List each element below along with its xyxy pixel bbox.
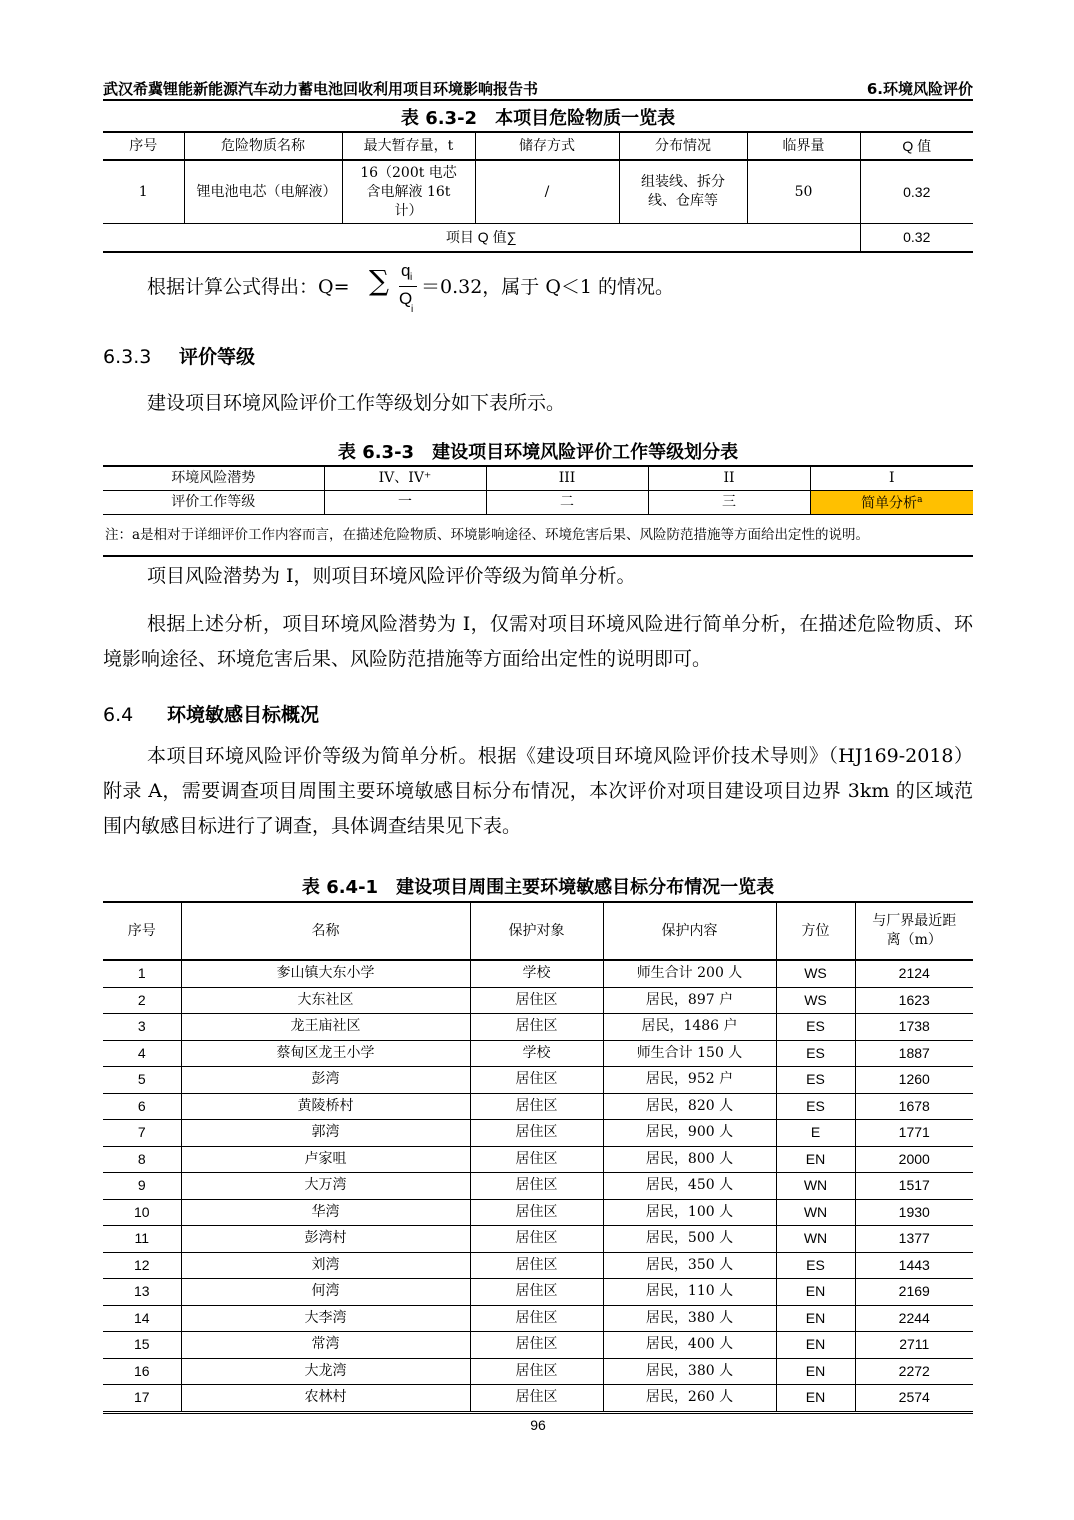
table-cell: 居住区 bbox=[470, 1358, 603, 1385]
footnote-marker: a bbox=[917, 495, 923, 506]
table-cell: 14 bbox=[103, 1305, 181, 1332]
table-header-cell: 危险物质名称 bbox=[184, 132, 342, 160]
table-cell: 华湾 bbox=[181, 1199, 470, 1226]
table-header-cell: 储存方式 bbox=[475, 132, 619, 160]
table-cell: 13 bbox=[103, 1279, 181, 1306]
table-cell: 0.32 bbox=[860, 160, 973, 224]
table-cell: 9 bbox=[103, 1173, 181, 1200]
table-cell: EN bbox=[776, 1332, 855, 1359]
table-cell: 蔡甸区龙王小学 bbox=[181, 1040, 470, 1067]
table-cell: 常湾 bbox=[181, 1332, 470, 1359]
table-cell: / bbox=[475, 160, 619, 224]
table-cell: 3 bbox=[103, 1014, 181, 1041]
table-cell: 2244 bbox=[855, 1305, 973, 1332]
formula-num-subscript: i bbox=[410, 272, 413, 283]
table-header-cell: 分布情况 bbox=[619, 132, 747, 160]
table-cell: 何湾 bbox=[181, 1279, 470, 1306]
table-cell: 2124 bbox=[855, 960, 973, 987]
table-633 bbox=[103, 465, 973, 557]
paragraph-survey: 本项目环境风险评价等级为简单分析。根据《建设项目环境风险评价技术导则》（HJ169-2018）附录 A，需要调查项目周围主要环境敏感目标分布情况，本次评价对项目建设项目边界 3km 的区域范围内敏感目标进行了调查，具体调查结果见下表。 bbox=[103, 745, 973, 837]
table-cell: I bbox=[810, 466, 973, 491]
table-cell: EN bbox=[776, 1279, 855, 1306]
table-cell: 评价工作等级 bbox=[103, 491, 324, 515]
section-number: 6.3.3 bbox=[103, 346, 152, 368]
table-cell: 三 bbox=[648, 491, 810, 515]
table-row bbox=[103, 1093, 973, 1120]
table-header-cell: 与厂界最近距离（m） bbox=[855, 902, 973, 960]
table-cell: 居住区 bbox=[470, 1279, 603, 1306]
running-header bbox=[103, 76, 973, 98]
table-cell: 16（200t 电芯含电解液 16t 计） bbox=[342, 160, 475, 224]
fraction-bar bbox=[399, 286, 417, 287]
table-cell: 16 bbox=[103, 1358, 181, 1385]
table-cell: 1930 bbox=[855, 1199, 973, 1226]
table-cell: 居住区 bbox=[470, 1067, 603, 1094]
table-cell: 奓山镇大东小学 bbox=[181, 960, 470, 987]
table-cell: 2272 bbox=[855, 1358, 973, 1385]
table-cell: 郭湾 bbox=[181, 1120, 470, 1147]
table-cell: WS bbox=[776, 987, 855, 1014]
table-cell: 大万湾 bbox=[181, 1173, 470, 1200]
table-cell: 居住区 bbox=[470, 1146, 603, 1173]
table-cell: 师生合计 200 人 bbox=[603, 960, 776, 987]
table-sum-row bbox=[103, 224, 973, 253]
table-cell: 组装线、拆分线、仓库等 bbox=[619, 160, 747, 224]
table-cell: EN bbox=[776, 1146, 855, 1173]
table-cell: ES bbox=[776, 1040, 855, 1067]
table-cell: WS bbox=[776, 960, 855, 987]
header-rule bbox=[103, 99, 973, 101]
table-cell: 学校 bbox=[470, 1040, 603, 1067]
table-cell: 1 bbox=[103, 960, 181, 987]
table-cell: 居住区 bbox=[470, 1199, 603, 1226]
table-cell: 居民，350 人 bbox=[603, 1252, 776, 1279]
table-row bbox=[103, 1014, 973, 1041]
table-cell: 居民，800 人 bbox=[603, 1146, 776, 1173]
table-cell: IV、IV⁺ bbox=[324, 466, 486, 491]
table-cell: 大龙湾 bbox=[181, 1358, 470, 1385]
formula-den-subscript: i bbox=[411, 304, 414, 315]
table-row bbox=[103, 1252, 973, 1279]
table-cell: 居民，1486 户 bbox=[603, 1014, 776, 1041]
table-cell: 彭湾 bbox=[181, 1067, 470, 1094]
section-title: 环境敏感目标概况 bbox=[167, 704, 320, 726]
report-title: 武汉希冀锂能新能源汽车动力蓄电池回收利用项目环境影响报告书 bbox=[103, 80, 539, 98]
table-cell: 居住区 bbox=[470, 987, 603, 1014]
table-cell: 10 bbox=[103, 1199, 181, 1226]
paragraph-analysis: 根据上述分析，项目环境风险潜势为 I，仅需对项目环境风险进行简单分析，在描述危险物质、环境影响途径、环境危害后果、风险防范措施等方面给出定性的说明即可。 bbox=[103, 613, 973, 670]
table-cell: 6 bbox=[103, 1093, 181, 1120]
table-header-cell: Q 值 bbox=[860, 132, 973, 160]
table-cell: 居住区 bbox=[470, 1305, 603, 1332]
table-header-cell: 方位 bbox=[776, 902, 855, 960]
chapter-label: 6.环境风险评价 bbox=[866, 80, 973, 98]
table-header-cell: 序号 bbox=[103, 902, 181, 960]
section-633-intro: 建设项目环境风险评价工作等级划分如下表所示。 bbox=[147, 392, 566, 414]
page-number: 96 bbox=[530, 1417, 546, 1433]
table-cell: 4 bbox=[103, 1040, 181, 1067]
table-cell: 刘湾 bbox=[181, 1252, 470, 1279]
table-cell: 师生合计 150 人 bbox=[603, 1040, 776, 1067]
table-cell: EN bbox=[776, 1385, 855, 1413]
table-cell: 居住区 bbox=[470, 1173, 603, 1200]
table-header-cell: 临界量 bbox=[747, 132, 860, 160]
section-title: 评价等级 bbox=[179, 346, 256, 368]
table-cell: 1517 bbox=[855, 1173, 973, 1200]
table-note-row bbox=[103, 515, 973, 557]
table-header-cell: 最大暂存量，t bbox=[342, 132, 475, 160]
table-cell: 2574 bbox=[855, 1385, 973, 1413]
table-cell: 11 bbox=[103, 1226, 181, 1253]
table-header-cell: 保护内容 bbox=[603, 902, 776, 960]
table-row bbox=[103, 1226, 973, 1253]
table-cell: ES bbox=[776, 1093, 855, 1120]
table-cell: 1 bbox=[103, 160, 184, 224]
table-row bbox=[103, 1279, 973, 1306]
table-cell: 15 bbox=[103, 1332, 181, 1359]
table-641-body bbox=[103, 960, 973, 1412]
table-cell: 居民，110 人 bbox=[603, 1279, 776, 1306]
table-cell: 居民，900 人 bbox=[603, 1120, 776, 1147]
table-cell: 1771 bbox=[855, 1120, 973, 1147]
table-cell: 居住区 bbox=[470, 1332, 603, 1359]
table-cell: II bbox=[648, 466, 810, 491]
table-cell: 1738 bbox=[855, 1014, 973, 1041]
table-cell: 2000 bbox=[855, 1146, 973, 1173]
table-cell: WN bbox=[776, 1226, 855, 1253]
table-cell: 居民，260 人 bbox=[603, 1385, 776, 1413]
table-cell: 居住区 bbox=[470, 1120, 603, 1147]
table-641-caption: 表 6.4-1 建设项目周围主要环境敏感目标分布情况一览表 bbox=[301, 877, 775, 898]
table-cell: 12 bbox=[103, 1252, 181, 1279]
section-heading-633 bbox=[103, 342, 255, 369]
table-row bbox=[103, 987, 973, 1014]
table-cell: III bbox=[486, 466, 648, 491]
table-row bbox=[103, 1040, 973, 1067]
table-cell: E bbox=[776, 1120, 855, 1147]
table-header-cell: 名称 bbox=[181, 902, 470, 960]
table-cell: 1887 bbox=[855, 1040, 973, 1067]
table-cell: 居住区 bbox=[470, 1226, 603, 1253]
table-note: 注：a是相对于详细评价工作内容而言，在描述危险物质、环境影响途径、环境危害后果、风险防范措施等方面给出定性的说明。 bbox=[103, 515, 973, 557]
paragraph-risk-potential: 项目风险潜势为 I，则项目环境风险评价等级为简单分析。 bbox=[147, 565, 636, 587]
formula-numerator: q bbox=[401, 261, 411, 280]
table-cell: 17 bbox=[103, 1385, 181, 1413]
formula-sigma: ∑ bbox=[369, 264, 389, 297]
table-cell: 居住区 bbox=[470, 1385, 603, 1413]
table-cell: 居民，100 人 bbox=[603, 1199, 776, 1226]
table-cell: 居住区 bbox=[470, 1093, 603, 1120]
table-cell: 居民，400 人 bbox=[603, 1332, 776, 1359]
table-cell: WN bbox=[776, 1173, 855, 1200]
table-cell: 彭湾村 bbox=[181, 1226, 470, 1253]
table-cell: 大李湾 bbox=[181, 1305, 470, 1332]
table-cell: 居民，820 人 bbox=[603, 1093, 776, 1120]
table-cell: 居住区 bbox=[470, 1014, 603, 1041]
table-cell: 二 bbox=[486, 491, 648, 515]
table-row bbox=[103, 1199, 973, 1226]
table-row bbox=[103, 466, 973, 491]
table-cell: 2711 bbox=[855, 1332, 973, 1359]
table-header-cell: 序号 bbox=[103, 132, 184, 160]
table-cell: 7 bbox=[103, 1120, 181, 1147]
table-cell: EN bbox=[776, 1305, 855, 1332]
table-cell: 居民，380 人 bbox=[603, 1358, 776, 1385]
table-cell: 农林村 bbox=[181, 1385, 470, 1413]
table-cell: 居住区 bbox=[470, 1252, 603, 1279]
table-cell: 1260 bbox=[855, 1067, 973, 1094]
table-row bbox=[103, 1385, 973, 1413]
table-row bbox=[103, 1305, 973, 1332]
table-cell: EN bbox=[776, 1358, 855, 1385]
table-cell: 8 bbox=[103, 1146, 181, 1173]
table-cell: 1443 bbox=[855, 1252, 973, 1279]
table-641-header-row bbox=[103, 902, 973, 960]
table-cell: ES bbox=[776, 1252, 855, 1279]
table-cell: 2 bbox=[103, 987, 181, 1014]
table-641 bbox=[103, 901, 973, 1414]
section-heading-64 bbox=[103, 700, 319, 727]
table-cell: 1623 bbox=[855, 987, 973, 1014]
highlighted-cell-text: 简单分析 bbox=[861, 495, 918, 512]
table-cell: 居民，380 人 bbox=[603, 1305, 776, 1332]
table-cell: 大东社区 bbox=[181, 987, 470, 1014]
table-row bbox=[103, 1120, 973, 1147]
table-row bbox=[103, 1146, 973, 1173]
table-632 bbox=[103, 131, 973, 253]
highlighted-cell bbox=[810, 491, 973, 515]
table-header-cell: 保护对象 bbox=[470, 902, 603, 960]
table-cell: 1377 bbox=[855, 1226, 973, 1253]
table-row bbox=[103, 160, 973, 224]
table-633-caption: 表 6.3-3 建设项目环境风险评价工作等级划分表 bbox=[337, 442, 739, 463]
table-cell: 卢家咀 bbox=[181, 1146, 470, 1173]
formula-suffix: ＝0.32，属于 Q＜1 的情况。 bbox=[421, 276, 675, 298]
formula-denominator: Q bbox=[399, 289, 413, 308]
table-cell: 一 bbox=[324, 491, 486, 515]
table-row bbox=[103, 1332, 973, 1359]
table-cell: 居民，952 户 bbox=[603, 1067, 776, 1094]
table-row bbox=[103, 1067, 973, 1094]
section-number: 6.4 bbox=[103, 704, 134, 726]
table-632-header-row bbox=[103, 132, 973, 160]
table-cell: 居民，500 人 bbox=[603, 1226, 776, 1253]
table-cell: 2169 bbox=[855, 1279, 973, 1306]
table-sum-value: 0.32 bbox=[860, 224, 973, 253]
table-sum-label: 项目 Q 值∑ bbox=[103, 224, 860, 253]
table-cell: 居民，450 人 bbox=[603, 1173, 776, 1200]
table-cell: 环境风险潜势 bbox=[103, 466, 324, 491]
table-cell: 居民，897 户 bbox=[603, 987, 776, 1014]
table-cell: 锂电池电芯（电解液） bbox=[184, 160, 342, 224]
table-cell: WN bbox=[776, 1199, 855, 1226]
table-cell: 学校 bbox=[470, 960, 603, 987]
table-632-caption: 表 6.3-2 本项目危险物质一览表 bbox=[400, 108, 676, 129]
table-cell: ES bbox=[776, 1067, 855, 1094]
table-cell: 5 bbox=[103, 1067, 181, 1094]
table-cell: 黄陵桥村 bbox=[181, 1093, 470, 1120]
table-row bbox=[103, 960, 973, 987]
table-cell: ES bbox=[776, 1014, 855, 1041]
table-cell: 50 bbox=[747, 160, 860, 224]
table-cell: 1678 bbox=[855, 1093, 973, 1120]
table-cell: 龙王庙社区 bbox=[181, 1014, 470, 1041]
formula-prefix: 根据计算公式得出：Q= bbox=[147, 276, 350, 298]
table-row bbox=[103, 491, 973, 515]
table-row bbox=[103, 1358, 973, 1385]
table-row bbox=[103, 1173, 973, 1200]
